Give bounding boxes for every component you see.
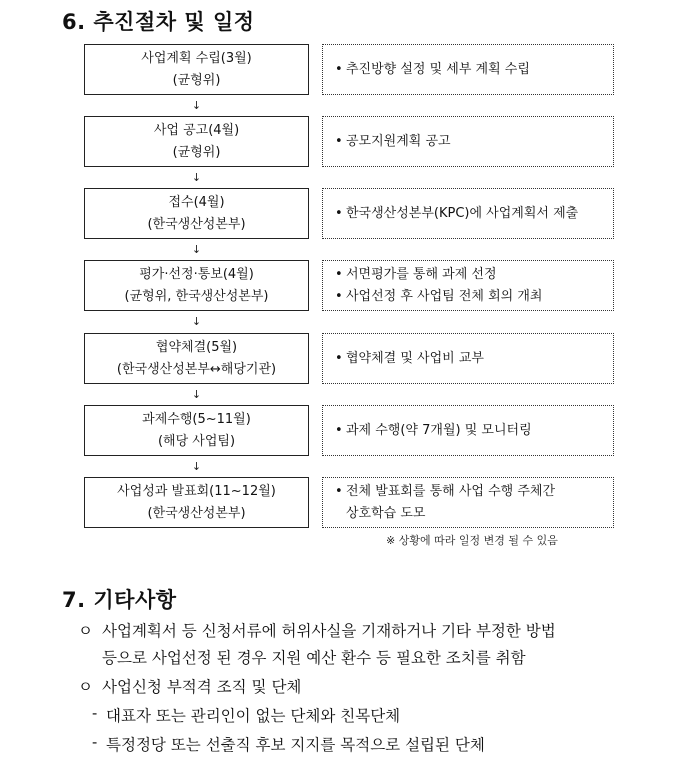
down-arrow-icon: ↓	[191, 171, 202, 184]
down-arrow-icon: ↓	[191, 315, 202, 328]
bullet-icon: •	[335, 133, 343, 149]
desc-box-announcement	[322, 116, 614, 167]
step-box-planning	[84, 44, 309, 95]
step-name: 사업계획 수립(3월)	[141, 50, 252, 66]
step-name: 사업성과 발표회(11~12월)	[117, 483, 276, 499]
bullet-icon: •	[335, 350, 343, 366]
step-name: 과제수행(5~11월)	[142, 411, 251, 427]
bullet-icon: •	[335, 205, 343, 221]
desc-text: 협약체결 및 사업비 교부	[346, 350, 484, 366]
desc-box-evaluation	[322, 260, 614, 311]
sublist-item-text: 대표자 또는 관리인이 없는 단체와 친목단체	[106, 707, 401, 725]
sublist-item-text: 특정정당 또는 선출직 후보 지지를 목적으로 설립된 단체	[106, 736, 485, 754]
desc-box-presentation	[322, 477, 614, 528]
step-org: (한국생산성본부↔해당기관)	[116, 361, 277, 377]
step-org: (해당 사업팀)	[157, 433, 236, 449]
list-marker: ㅇ	[78, 678, 93, 696]
bullet-icon: •	[335, 266, 343, 282]
step-box-presentation	[84, 477, 309, 528]
section-7-title: 7. 기타사항	[62, 588, 177, 612]
step-org: (한국생산성본부)	[147, 216, 246, 232]
list-item-text: 사업신청 부적격 조직 및 단체	[102, 678, 302, 696]
step-name: 사업 공고(4월)	[153, 122, 240, 138]
desc-text: 추진방향 설정 및 세부 계획 수립	[346, 61, 530, 77]
step-org: (균형위)	[172, 144, 221, 160]
desc-box-reception	[322, 188, 614, 239]
desc-text-continued: 상호학습 도모	[346, 505, 426, 521]
step-box-evaluation	[84, 260, 309, 311]
section-6-title: 6. 추진절차 및 일정	[62, 10, 255, 34]
desc-text: 사업선정 후 사업팀 전체 회의 개최	[346, 288, 543, 304]
list-marker: ㅇ	[78, 622, 93, 640]
desc-box-agreement	[322, 333, 614, 384]
step-box-agreement	[84, 333, 309, 384]
step-name: 접수(4월)	[168, 194, 225, 210]
down-arrow-icon: ↓	[191, 243, 202, 256]
desc-box-execution	[322, 405, 614, 456]
desc-text: 과제 수행(약 7개월) 및 모니터링	[346, 422, 532, 438]
sublist-marker: -	[92, 733, 98, 751]
step-org: (균형위)	[172, 72, 221, 88]
step-org: (한국생산성본부)	[147, 505, 246, 521]
desc-box-planning	[322, 44, 614, 95]
list-item-text-continued: 등으로 사업선정 된 경우 지원 예산 환수 등 필요한 조치를 취함	[102, 649, 526, 667]
desc-text: 한국생산성본부(KPC)에 사업계획서 제출	[346, 205, 579, 221]
step-org: (균형위, 한국생산성본부)	[124, 288, 269, 304]
desc-text: 공모지원계획 공고	[346, 133, 451, 149]
list-item-text: 사업계획서 등 신청서류에 허위사실을 기재하거나 기타 부정한 방법	[102, 622, 556, 640]
down-arrow-icon: ↓	[191, 99, 202, 112]
down-arrow-icon: ↓	[191, 460, 202, 473]
down-arrow-icon: ↓	[191, 388, 202, 401]
bullet-icon: •	[335, 483, 343, 499]
step-name: 협약체결(5월)	[155, 339, 238, 355]
step-name: 평가·선정·통보(4월)	[139, 266, 254, 282]
desc-text: 전체 발표회를 통해 사업 수행 주체간	[346, 483, 556, 499]
bullet-icon: •	[335, 422, 343, 438]
bullet-icon: •	[335, 61, 343, 77]
step-box-announcement	[84, 116, 309, 167]
sublist-marker: -	[92, 704, 98, 722]
bullet-icon: •	[335, 288, 343, 304]
step-box-execution	[84, 405, 309, 456]
desc-text: 서면평가를 통해 과제 선정	[346, 266, 497, 282]
step-box-reception	[84, 188, 309, 239]
schedule-note: ※ 상황에 따라 일정 변경 될 수 있음	[386, 534, 558, 547]
